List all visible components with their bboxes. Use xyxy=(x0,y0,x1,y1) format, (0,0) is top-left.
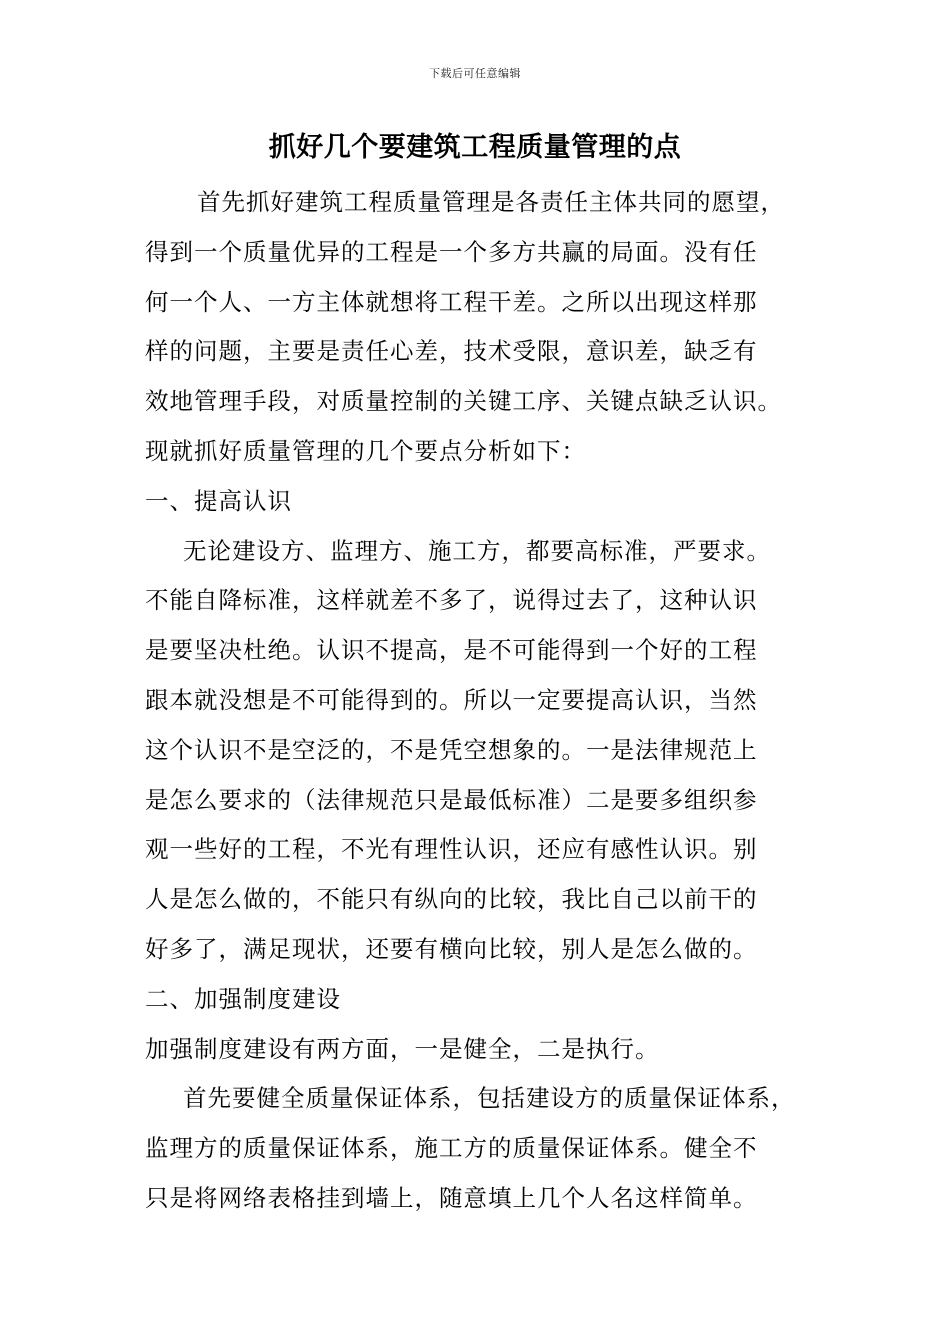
paragraph-line: 是要坚决杜绝。认识不提高，是不可能得到一个好的工程 xyxy=(145,636,758,665)
paragraph-line: 人是怎么做的，不能只有纵向的比较，我比自己以前干的 xyxy=(145,885,758,914)
paragraph-line: 何一个人、一方主体就想将工程干差。之所以出现这样那 xyxy=(145,287,758,316)
paragraph-line: 得到一个质量优异的工程是一个多方共赢的局面。没有任 xyxy=(145,237,758,266)
section-heading-1: 一、提高认识 xyxy=(145,486,292,515)
paragraph-line: 无论建设方、监理方、施工方，都要高标准，严要求。 xyxy=(183,536,771,565)
paragraph-line: 是怎么要求的（法律规范只是最低标准）二是要多组织参 xyxy=(145,785,758,814)
paragraph-line: 只是将网络表格挂到墙上，随意填上几个人名这样简单。 xyxy=(145,1183,758,1212)
paragraph-line: 不能自降标准，这样就差不多了，说得过去了，这种认识 xyxy=(145,586,758,615)
paragraph-line: 首先要健全质量保证体系，包括建设方的质量保证体系， xyxy=(183,1084,796,1113)
paragraph-line: 这个认识不是空泛的，不是凭空想象的。一是法律规范上 xyxy=(145,735,758,764)
section-heading-2: 二、加强制度建设 xyxy=(145,984,341,1013)
paragraph-line: 观一些好的工程，不光有理性认识，还应有感性认识。别 xyxy=(145,835,758,864)
paragraph-line: 现就抓好质量管理的几个要点分析如下： xyxy=(145,436,586,465)
document-title: 抓好几个要建筑工程质量管理的点 xyxy=(268,132,682,163)
paragraph-line: 样的问题，主要是责任心差，技术受限，意识差，缺乏有 xyxy=(145,337,758,366)
paragraph-line: 跟本就没想是不可能得到的。所以一定要提高认识，当然 xyxy=(145,685,758,714)
document-body xyxy=(145,178,835,1224)
paragraph-line: 加强制度建设有两方面，一是健全，二是执行。 xyxy=(145,1034,660,1063)
paragraph-line: 首先抓好建筑工程质量管理是各责任主体共同的愿望， xyxy=(197,188,785,216)
page-header-note: 下载后可任意编辑 xyxy=(429,67,521,80)
paragraph-line: 效地管理手段，对质量控制的关键工序、关键点缺乏认识。 xyxy=(145,387,782,416)
paragraph-line: 监理方的质量保证体系，施工方的质量保证体系。健全不 xyxy=(145,1134,758,1163)
paragraph-line: 好多了，满足现状，还要有横向比较，别人是怎么做的。 xyxy=(145,934,758,963)
